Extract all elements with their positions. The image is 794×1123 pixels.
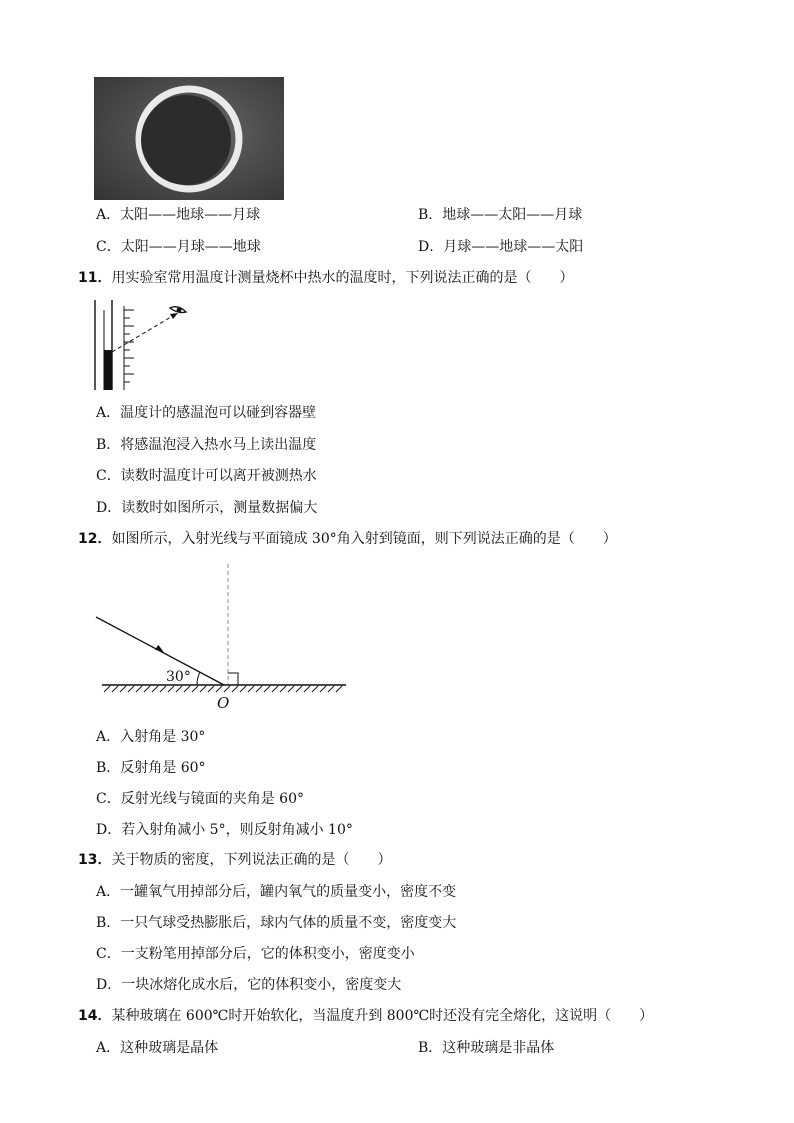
q10-option-c[interactable]: C．太阳——月球——地球: [96, 239, 261, 255]
q11-option-c[interactable]: C．读数时温度计可以离开被测热水: [96, 468, 317, 484]
q12-stem: 12．如图所示，入射光线与平面镜成 30°角入射到镜面，则下列说法正确的是（ ）: [78, 531, 617, 547]
q12-option-d[interactable]: D．若入射角减小 5°，则反射角减小 10°: [96, 822, 353, 838]
q11-option-a[interactable]: A．温度计的感温泡可以碰到容器壁: [96, 405, 317, 421]
thermometer-figure: [90, 298, 200, 390]
q13-stem: 13．关于物质的密度，下列说法正确的是（ ）: [78, 852, 392, 868]
q12-option-c[interactable]: C．反射光线与镜面的夹角是 60°: [96, 791, 304, 807]
q11-option-b[interactable]: B．将感温泡浸入热水马上读出温度: [96, 437, 317, 453]
q13-option-a[interactable]: A．一罐氧气用掉部分后，罐内氧气的质量变小，密度不变: [96, 884, 457, 900]
q11-stem: 11．用实验室常用温度计测量烧杯中热水的温度时，下列说法正确的是（ ）: [78, 270, 574, 286]
q10-option-d[interactable]: D．月球——地球——太阳: [418, 239, 584, 255]
q14-option-b[interactable]: B．这种玻璃是非晶体: [418, 1040, 555, 1056]
q12-option-a[interactable]: A．入射角是 30°: [96, 729, 206, 745]
q13-option-d[interactable]: D．一块冰熔化成水后，它的体积变小，密度变大: [96, 977, 402, 993]
q14-stem: 14．某种玻璃在 600℃时开始软化，当温度升到 800℃时还没有完全熔化，这说明（ ）: [78, 1008, 654, 1024]
eclipse-ring: [94, 77, 284, 200]
q13-option-c[interactable]: C．一支粉笔用掉部分后，它的体积变小，密度变小: [96, 946, 415, 962]
q12-option-b[interactable]: B．反射角是 60°: [96, 760, 206, 776]
annular-eclipse-photo: [94, 77, 284, 200]
q13-option-b[interactable]: B．一只气球受热膨胀后，球内气体的质量不变，密度变大: [96, 915, 457, 931]
point-o-label: O: [217, 694, 230, 712]
angle-label: 30°: [166, 669, 191, 685]
q14-option-a[interactable]: A．这种玻璃是晶体: [96, 1040, 219, 1056]
mirror-reflection-figure: [94, 562, 354, 712]
q10-option-a[interactable]: A．太阳——地球——月球: [96, 207, 261, 223]
q10-option-b[interactable]: B．地球——太阳——月球: [418, 207, 583, 223]
q11-option-d[interactable]: D．读数时如图所示，测量数据偏大: [96, 500, 318, 516]
